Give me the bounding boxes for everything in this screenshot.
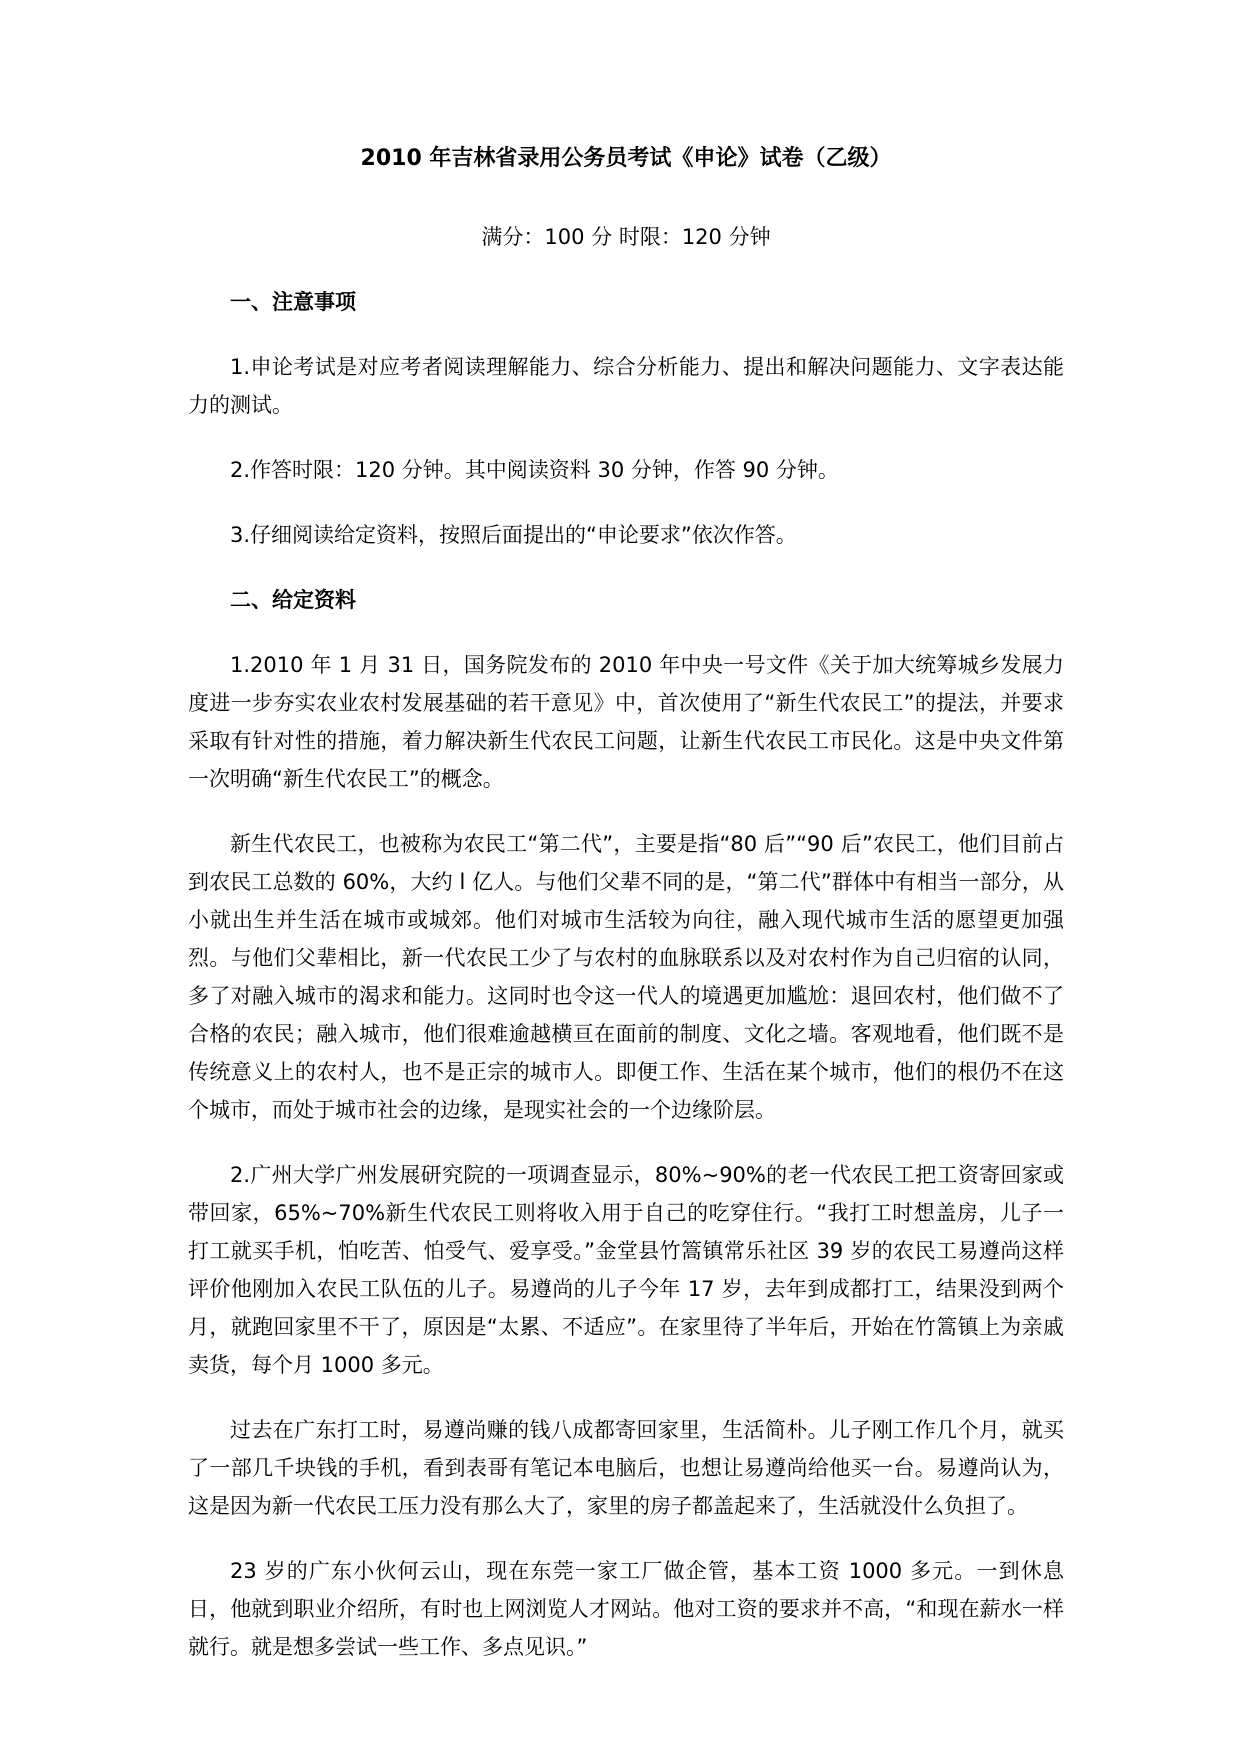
materials-paragraph-4: 过去在广东打工时，易遵尚赚的钱八成都寄回家里，生活简朴。儿子刚工作几个月，就买了一部几千块钱的手机，看到表哥有笔记本电脑后，也想让易遵尚给他买一台。易遵尚认为，这是因为新一代农民工压力没有那么大了，家里的房子都盖起来了，生活就没什么负担了。 xyxy=(188,1418,1064,1518)
notes-paragraph-2: 2.作答时限：120 分钟。其中阅读资料 30 分钟，作答 90 分钟。 xyxy=(230,458,839,482)
notes-paragraph-1: 1.申论考试是对应考者阅读理解能力、综合分析能力、提出和解决问题能力、文字表达能力的测试。 xyxy=(188,355,1064,417)
section-notes-heading: 一、注意事项 xyxy=(230,290,356,314)
materials-paragraph-1: 1.2010 年 1 月 31 日，国务院发布的 2010 年中央一号文件《关于加大统筹城乡发展力度进一步夯实农业农村发展基础的若干意见》中，首次使用了“新生代农民工”的提法，并要求采取有针对性的措施，着力解决新生代农民工问题，让新生代农民工市民化。这是中央文件第一次明确“新生代农民工”的概念。 xyxy=(188,653,1064,791)
materials-paragraph-3: 2.广州大学广州发展研究院的一项调查显示，80%~90%的老一代农民工把工资寄回家或带回家，65%~70%新生代农民工则将收入用于自己的吃穿住行。“我打工时想盖房，儿子一打工就买手机，怕吃苦、怕受气、爱享受。”金堂县竹篙镇常乐社区 39 岁的农民工易遵尚这样评价他刚加入农民工队伍的儿子。易遵尚的儿子今年 17 岁，去年到成都打工，结果没到两个月，就跑回家里不干了，原因是“太累、不适应”。在家里待了半年后，开始在竹篙镇上为亲戚卖货，每个月 1000 多元。 xyxy=(188,1163,1064,1377)
materials-paragraph-5: 23 岁的广东小伙何云山，现在东莞一家工厂做企管，基本工资 1000 多元。一到休息日，他就到职业介绍所，有时也上网浏览人才网站。他对工资的要求并不高，“和现在薪水一样就行。就是想多尝试一些工作、多点见识。” xyxy=(188,1559,1064,1659)
notes-paragraph-3: 3.仔细阅读给定资料，按照后面提出的“申论要求”依次作答。 xyxy=(230,523,797,547)
materials-paragraph-2: 新生代农民工，也被称为农民工“第二代”，主要是指“80 后”“90 后”农民工，他们目前占到农民工总数的 60%，大约 l 亿人。与他们父辈不同的是，“第二代”群体中有相当一部分，从小就出生并生活在城市或城郊。他们对城市生活较为向往，融入现代城市生活的愿望更加强烈。与他们父辈相比，新一代农民工少了与农村的血脉联系以及对农村作为自己归宿的认同，多了对融入城市的渴求和能力。这同时也令这一代人的境遇更加尴尬：退回农村，他们做不了合格的农民；融入城市，他们很难逾越横亘在面前的制度、文化之墙。客观地看，他们既不是传统意义上的农村人，也不是正宗的城市人。即便工作、生活在某个城市，他们的根仍不在这个城市，而处于城市社会的边缘，是现实社会的一个边缘阶层。 xyxy=(188,832,1064,1122)
section-materials-heading: 二、给定资料 xyxy=(230,588,356,612)
document-subtitle: 满分：100 分 时限：120 分钟 xyxy=(481,225,771,249)
document-title: 2010 年吉林省录用公务员考试《申论》试卷（乙级） xyxy=(360,146,892,171)
section-materials xyxy=(188,581,1064,1666)
section-notes xyxy=(188,283,1064,554)
